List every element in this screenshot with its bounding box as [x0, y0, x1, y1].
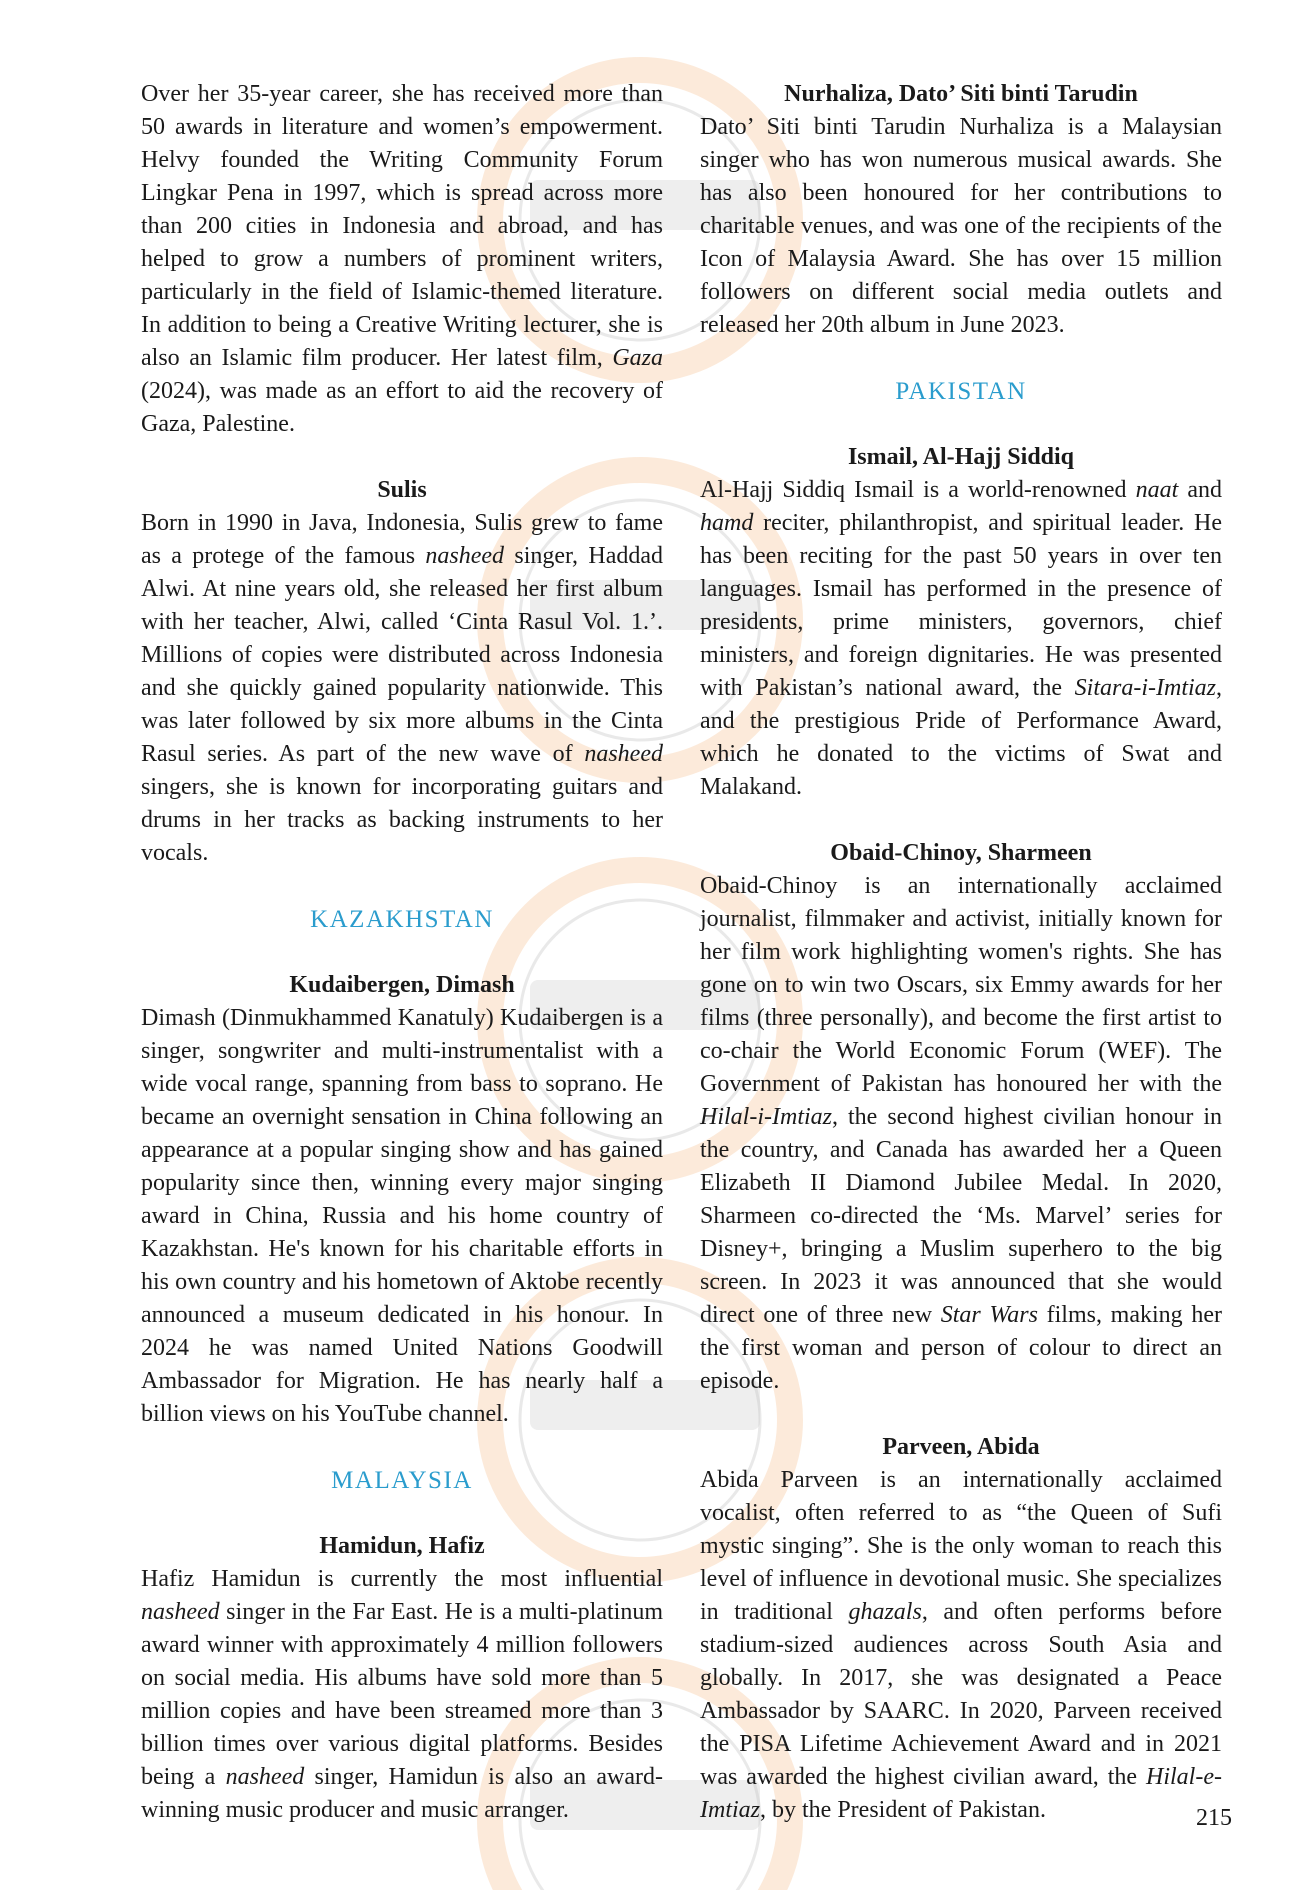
left-column — [141, 78, 663, 1827]
page-number: 215 — [1196, 1805, 1232, 1831]
country-heading-malaysia: MALAYSIA — [331, 1467, 473, 1494]
entry-name-obaid-chinoy: Obaid-Chinoy, Sharmeen — [830, 840, 1092, 866]
entry-name-nurhaliza: Nurhaliza, Dato’ Siti binti Tarudin — [784, 81, 1138, 107]
entry-name-sulis: Sulis — [377, 477, 427, 503]
entry-name-kudaibergen: Kudaibergen, Dimash — [289, 972, 515, 998]
country-heading-kazakhstan: KAZAKHSTAN — [310, 906, 494, 933]
entry-name-ismail: Ismail, Al-Hajj Siddiq — [847, 444, 1075, 470]
entry-text-kudaibergen: Dimash (Dinmukhammed Kanatuly) Kudaibergen is a singer, songwriter and multi-instrumentalist with a wide vocal range, spanning from bass to soprano. He became an overnight sensation in China following an appearance at a popular singing show and has gained popularity since then, winning every major singing award in China, Russia and his home country of Kazakhstan. He's known for his charitable efforts in his own country and his hometown of Aktobe recently announced a museum dedicated in his honour. In 2024 he was named United Nations Goodwill Ambassador for Migration. He has nearly half a billion views on his YouTube channel. — [141, 1005, 663, 1427]
entry-text-nurhaliza: Dato’ Siti binti Tarudin Nurhaliza is a Malaysian singer who has won numerous musical awards. She has also been honoured for her contributions to charitable venues, and was one of the recipients of the Icon of Malaysia Award. She has over 15 million followers on different social media outlets and released her 20th album in June 2023. — [700, 114, 1222, 338]
entry-name-hamidun: Hamidun, Hafiz — [319, 1533, 485, 1559]
country-heading-pakistan: PAKISTAN — [895, 378, 1027, 405]
entry-text-ismail: Al-Hajj Siddiq Ismail is a world-renowned naat and hamd reciter, philanthropist, and spiritual leader. He has been reciting for the past 50 years in over ten languages. Ismail has performed in the presence of presidents, prime ministers, governors, chief ministers, and foreign dignitaries. He was presented with Pakistan’s national award, the Sitara-i-Imtiaz, and the prestigious Pride of Performance Award, which he donated to the victims of Swat and Malakand. — [700, 477, 1222, 800]
entry-text-obaid-chinoy: Obaid-Chinoy is an internationally acclaimed journalist, filmmaker and activist, initially known for her film work highlighting women's rights. She has gone on to win two Oscars, six Emmy awards for her films (three personally), and become the first artist to co-chair the World Economic Forum (WEF). The Government of Pakistan has honoured her with the Hilal-i-Imtiaz, the second highest civilian honour in the country, and Canada has awarded her a Queen Elizabeth II Diamond Jubilee Medal. In 2020, Sharmeen co-directed the ‘Ms. Marvel’ series for Disney+, bringing a Muslim superhero to the big screen. In 2023 it was announced that she would direct one of three new Star Wars films, making her the first woman and person of colour to direct an episode. — [700, 873, 1222, 1394]
entry-text-parveen: Abida Parveen is an internationally acclaimed vocalist, often referred to as “the Queen of Sufi mystic singing”. She is the only woman to reach this level of influence in devotional music. She specializes in traditional ghazals, and often performs before stadium-sized audiences across South Asia and globally. In 2017, she was designated a Peace Ambassador by SAARC. In 2020, Parveen received the PISA Lifetime Achievement Award and in 2021 was awarded the highest civilian award, the Hilal-e-Imtiaz, by the President of Pakistan. — [700, 1467, 1222, 1823]
entry-name-parveen: Parveen, Abida — [882, 1434, 1040, 1460]
helvy-bio-continued: Over her 35-year career, she has received more than 50 awards in literature and women’s empowerment. Helvy founded the Writing Community Forum Lingkar Pena in 1997, which is spread across more than 200 cities in Indonesia and abroad, and has helped to grow a numbers of prominent writers, particularly in the field of Islamic-themed literature. In addition to being a Creative Writing lecturer, she is also an Islamic film producer. Her latest film, Gaza (2024), was made as an effort to aid the recovery of Gaza, Palestine. — [141, 81, 663, 437]
right-column — [700, 78, 1222, 1827]
entry-text-sulis: Born in 1990 in Java, Indonesia, Sulis grew to fame as a protege of the famous nasheed singer, Haddad Alwi. At nine years old, she released her first album with her teacher, Alwi, called ‘Cinta Rasul Vol. 1.’. Millions of copies were distributed across Indonesia and she quickly gained popularity nationwide. This was later followed by six more albums in the Cinta Rasul series. As part of the new wave of nasheed singers, she is known for incorporating guitars and drums in her tracks as backing instruments to her vocals. — [141, 510, 663, 866]
entry-text-hamidun: Hafiz Hamidun is currently the most influential nasheed singer in the Far East. He is a multi-platinum award winner with approximately 4 million followers on social media. His albums have sold more than 5 million copies and have been streamed more than 3 billion times over various digital platforms. Besides being a nasheed singer, Hamidun is also an award-winning music producer and music arranger. — [141, 1566, 663, 1823]
